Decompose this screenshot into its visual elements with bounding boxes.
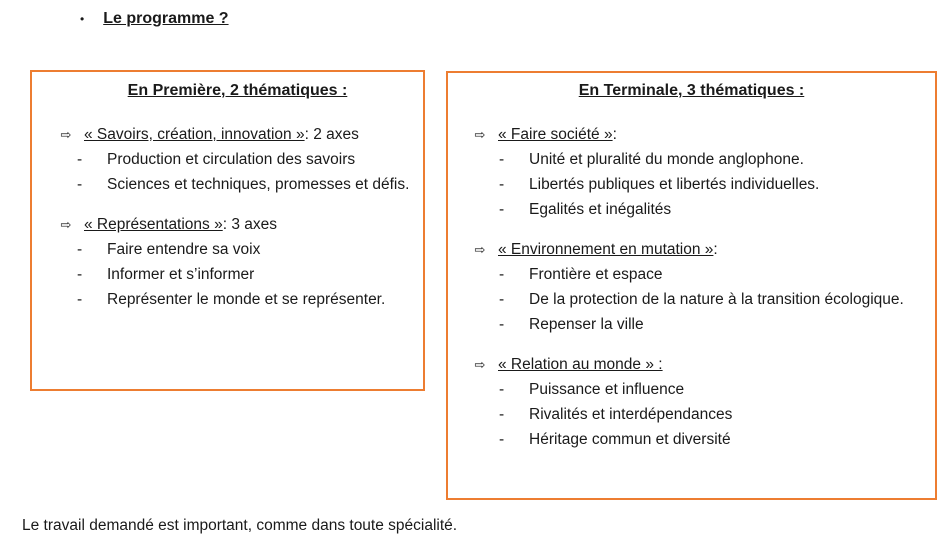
dash-marker: - xyxy=(499,406,505,423)
premiere-box xyxy=(30,70,425,391)
dash-marker: - xyxy=(499,201,505,218)
theme-name: « Représentations » xyxy=(84,215,223,233)
theme-suffix: : 3 axes xyxy=(222,215,278,233)
item-text: Rivalités et interdépendances xyxy=(529,406,733,423)
footer-text: Le travail demandé est important, comme dans toute spécialité. xyxy=(22,517,458,534)
list-item xyxy=(448,312,935,337)
theme-suffix: : xyxy=(612,125,617,143)
list-item xyxy=(32,262,423,287)
dash-marker: - xyxy=(77,291,83,308)
list-item xyxy=(448,262,935,287)
item-text: Libertés publiques et libertés individuelles. xyxy=(529,176,820,193)
theme-line xyxy=(32,122,423,147)
theme-name: « Relation au monde » : xyxy=(498,355,663,373)
dash-marker: - xyxy=(499,176,505,193)
dash-marker: - xyxy=(499,266,505,283)
dash-marker: - xyxy=(499,316,505,333)
theme-suffix: : xyxy=(713,240,718,258)
list-item xyxy=(448,172,935,197)
arrow-right-icon: ⇨ xyxy=(60,126,72,142)
dash-marker: - xyxy=(499,151,505,168)
theme-line xyxy=(32,212,423,237)
item-text: Puissance et influence xyxy=(529,381,685,398)
dash-marker: - xyxy=(77,176,83,193)
list-item xyxy=(448,197,935,222)
section-heading xyxy=(80,10,229,28)
theme-suffix: : 2 axes xyxy=(304,125,359,143)
theme-name: « Environnement en mutation » xyxy=(498,240,714,258)
theme-block xyxy=(448,352,935,452)
item-text: Informer et s’informer xyxy=(107,266,255,283)
item-text: Représenter le monde et se représenter. xyxy=(107,291,386,308)
item-text: Frontière et espace xyxy=(529,266,663,283)
theme-line xyxy=(448,237,935,262)
dash-marker: - xyxy=(77,151,83,168)
arrow-right-icon: ⇨ xyxy=(60,216,72,232)
item-text: Egalités et inégalités xyxy=(529,201,672,218)
theme-block xyxy=(32,122,423,197)
theme-block xyxy=(32,212,423,312)
premiere-title: En Première, 2 thématiques : xyxy=(127,82,348,99)
item-text: Production et circulation des savoirs xyxy=(107,151,356,168)
list-item xyxy=(32,147,423,172)
terminale-title: En Terminale, 3 thématiques : xyxy=(578,82,805,99)
item-text: Repenser la ville xyxy=(529,316,644,333)
list-item xyxy=(32,287,423,312)
arrow-right-icon: ⇨ xyxy=(474,241,486,257)
dash-marker: - xyxy=(77,241,83,258)
theme-block xyxy=(448,237,935,337)
dash-marker: - xyxy=(499,291,505,308)
heading-text: Le programme ? xyxy=(103,10,229,27)
list-item xyxy=(448,287,935,312)
list-item xyxy=(448,147,935,172)
arrow-right-icon: ⇨ xyxy=(474,356,486,372)
terminale-box xyxy=(446,71,937,500)
dash-marker: - xyxy=(499,381,505,398)
theme-line xyxy=(448,122,935,147)
item-text: Faire entendre sa voix xyxy=(107,241,261,258)
item-text: Sciences et techniques, promesses et défis. xyxy=(107,176,410,193)
item-text: Unité et pluralité du monde anglophone. xyxy=(529,151,804,168)
list-item xyxy=(448,377,935,402)
item-text: De la protection de la nature à la transition écologique. xyxy=(529,291,904,308)
item-text: Héritage commun et diversité xyxy=(529,431,731,448)
theme-name: « Faire société » xyxy=(498,125,613,143)
bullet-icon: • xyxy=(80,12,85,26)
list-item xyxy=(32,172,423,197)
list-item xyxy=(448,427,935,452)
list-item xyxy=(32,237,423,262)
theme-line xyxy=(448,352,935,377)
dash-marker: - xyxy=(77,266,83,283)
arrow-right-icon: ⇨ xyxy=(474,126,486,142)
list-item xyxy=(448,402,935,427)
theme-block xyxy=(448,122,935,222)
theme-name: « Savoirs, création, innovation » xyxy=(84,125,305,143)
dash-marker: - xyxy=(499,431,505,448)
